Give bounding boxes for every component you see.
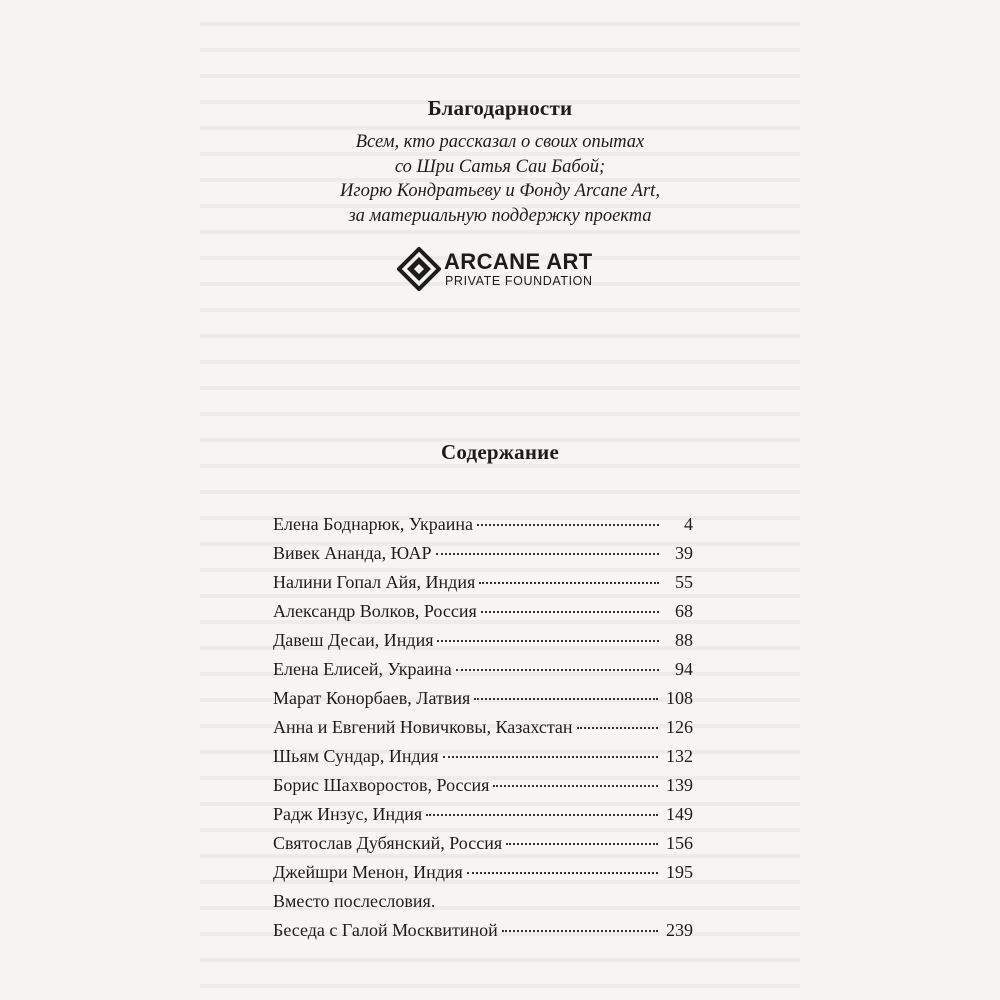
toc-entry [273,804,693,833]
toc-leader-dots [456,668,659,671]
toc-leader-dots [436,552,660,555]
toc-entry [273,891,693,920]
toc-entry [273,920,693,949]
toc-leader-dots [506,842,658,845]
toc-entry [273,688,693,717]
acknowledgements-line: за материальную поддержку проекта [348,205,652,226]
toc-leader-dots [502,929,658,932]
toc-leader-dots [426,813,658,816]
toc-entry-title: Марат Конорбаев, Латвия [273,688,471,708]
toc-entry [273,543,693,572]
toc-entry-title: Шьям Сундар, Индия [273,746,439,766]
toc-leader-dots [493,784,658,787]
toc-leader-dots [577,726,658,729]
toc-entry-title: Беседа с Галой Москвитиной [273,920,498,940]
toc-entry-title: Александр Волков, Россия [273,601,477,621]
toc-entry-title: Борис Шахворостов, Россия [273,775,490,795]
toc-entry [273,746,693,775]
arcane-art-logo [397,247,593,297]
logo-subtitle: PRIVATE FOUNDATION [445,274,593,288]
toc-leader-dots [443,755,658,758]
toc-entry [273,659,693,688]
toc-entry-title: Анна и Евгений Новичковы, Казахстан [273,717,573,737]
toc-entry-title: Вивек Ананда, ЮАР [273,543,432,563]
toc-entry-page: 156 [666,833,693,853]
toc-leader-dots [474,697,658,700]
toc-entry-page: 108 [666,688,693,708]
logo-name: ARCANE ART [444,249,593,274]
toc-entry-page: 88 [675,630,693,650]
toc-entry-title: Радж Инзус, Индия [273,804,423,824]
toc-entry-title: Елена Елисей, Украина [273,659,452,679]
toc-entry-page: 4 [684,514,693,534]
acknowledgements-text [0,130,1000,228]
toc-entry [273,775,693,804]
toc-leader-dots [437,639,659,642]
toc-entry-page: 132 [666,746,693,766]
toc-entry [273,833,693,862]
toc-entry [273,862,693,891]
toc-entry [273,630,693,659]
toc-entry-title: Святослав Дубянский, Россия [273,833,503,853]
toc-leader-dots [477,523,659,526]
toc-entry-page: 139 [666,775,693,795]
contents-heading: Содержание [441,440,559,464]
toc-leader-dots [479,581,659,584]
table-of-contents [273,514,693,949]
acknowledgements-heading: Благодарности [427,96,573,120]
diamond-logo-icon [397,247,441,291]
toc-entry-title: Вместо послесловия. [273,891,436,911]
toc-entry-title: Давеш Десаи, Индия [273,630,434,650]
toc-entry-page: 239 [666,920,693,940]
toc-leader-dots [467,871,658,874]
acknowledgements-line: со Шри Сатья Саи Бабой; [394,156,606,177]
toc-entry-page: 55 [675,572,693,592]
toc-leader-dots [481,610,659,613]
toc-entry-title: Елена Боднарюк, Украина [273,514,474,534]
toc-entry [273,601,693,630]
toc-entry-page: 39 [675,543,693,563]
acknowledgements-line: Игорю Кондратьеву и Фонду Arcane Art, [340,181,660,201]
toc-entry-page: 126 [666,717,693,737]
toc-entry-page: 195 [666,862,693,882]
toc-entry [273,514,693,543]
toc-entry-title: Налини Гопал Айя, Индия [273,572,476,592]
toc-entry-page: 68 [675,601,693,621]
toc-entry [273,717,693,746]
acknowledgements-line: Всем, кто рассказал о своих опытах [355,132,645,152]
toc-entry-title: Джейшри Менон, Индия [273,862,463,882]
toc-entry-page: 94 [675,659,693,679]
toc-entry [273,572,693,601]
toc-entry-page: 149 [666,804,693,824]
